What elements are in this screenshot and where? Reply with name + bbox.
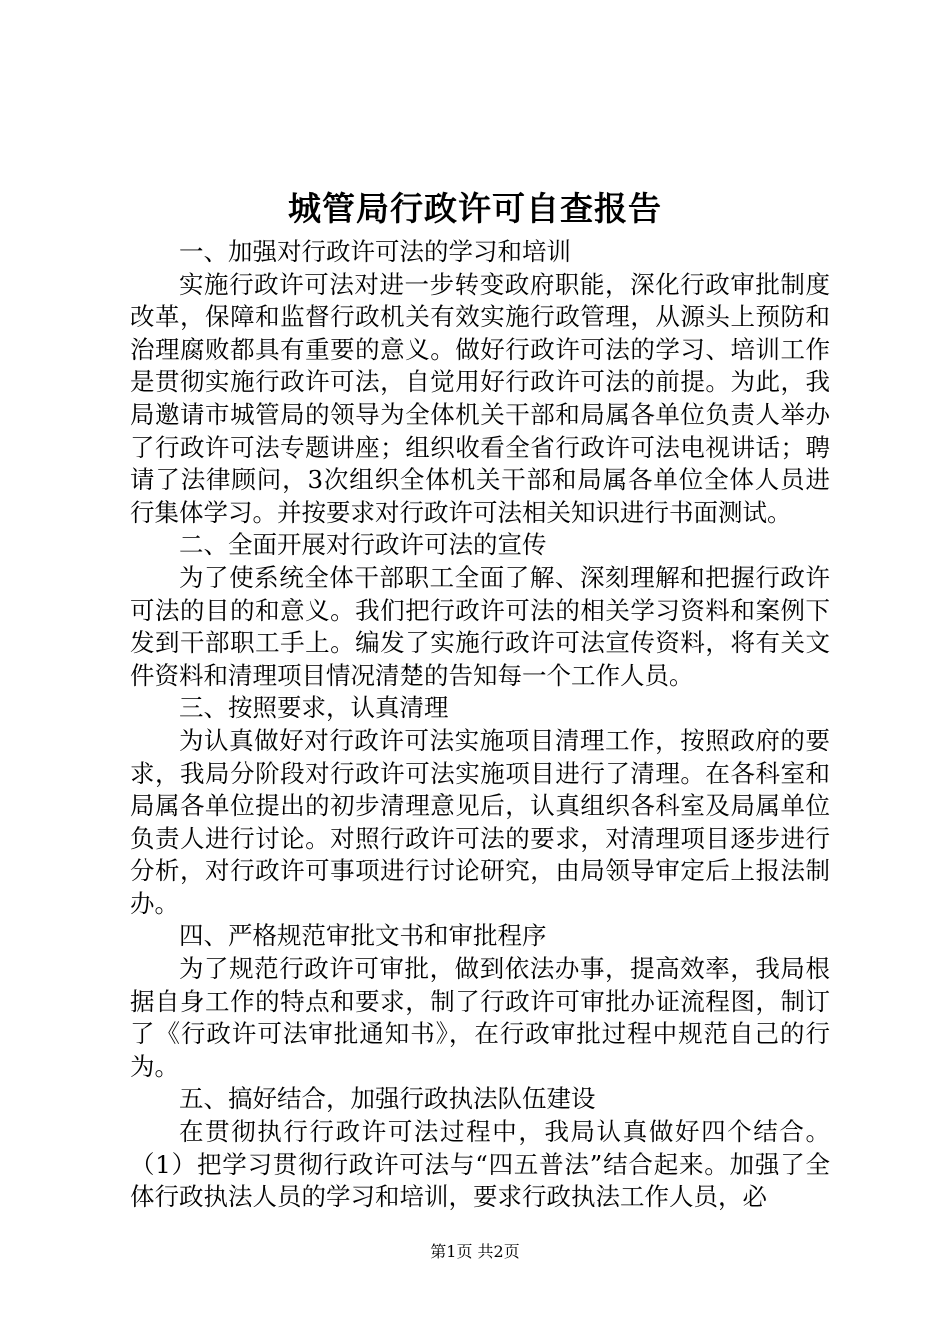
section-heading-2: 二、全面开展对行政许可法的宣传 xyxy=(179,530,547,560)
document-body xyxy=(130,236,830,1214)
section-paragraph-4: 为了规范行政许可审批，做到依法办事，提高效率，我局根据自身工作的特点和要求，制了行政许可审批办证流程图，制订了《行政许可法审批通知书》，在行政审批过程中规范自己的行为。 xyxy=(130,954,830,1081)
section-paragraph-3: 为认真做好对行政许可法实施项目清理工作，按照政府的要求，我局分阶段对行政许可法实施项目进行了清理。在各科室和局属各单位提出的初步清理意见后，认真组织各科室及局属单位负责人进行讨论。对照行政许可法的要求，对清理项目逐步进行分析，对行政许可事项进行讨论研究，由局领导审定后上报法制办。 xyxy=(130,725,830,918)
document-title: 城管局行政许可自查报告 xyxy=(288,189,662,228)
section-heading-1: 一、加强对行政许可法的学习和培训 xyxy=(179,237,571,266)
section-heading-3: 三、按照要求，认真清理 xyxy=(179,693,449,723)
section-paragraph-1: 实施行政许可法对进一步转变政府职能，深化行政审批制度改革，保障和监督行政机关有效实施行政管理，从源头上预防和治理腐败都具有重要的意义。做好行政许可法的学习、培训工作是贯彻实施行政许可法，自觉用好行政许可法的前提。为此，我局邀请市城管局的领导为全体机关干部和局属各单位负责人举办了行政许可法专题讲座；组织收看全省行政许可法电视讲话；聘请了法律顾问，3次组织全体机关干部和局属各单位全体人员进行集体学习。并按要求对行政许可法相关知识进行书面测试。 xyxy=(130,269,830,527)
section-paragraph-5: 在贯彻执行行政许可法过程中，我局认真做好四个结合。（1）把学习贯彻行政许可法与“四五普法”结合起来。加强了全体行政执法人员的学习和培训，要求行政执法工作人员，必 xyxy=(130,1117,830,1212)
page-footer: 第1页 共2页 xyxy=(430,1242,520,1261)
section-heading-4: 四、严格规范审批文书和审批程序 xyxy=(179,921,547,951)
section-paragraph-2: 为了使系统全体干部职工全面了解、深刻理解和把握行政许可法的目的和意义。我们把行政许可法的相关学习资料和案例下发到干部职工手上。编发了实施行政许可法宣传资料，将有关文件资料和清理项目情况清楚的告知每一个工作人员。 xyxy=(130,562,830,690)
section-heading-5: 五、搞好结合，加强行政执法队伍建设 xyxy=(179,1084,596,1114)
